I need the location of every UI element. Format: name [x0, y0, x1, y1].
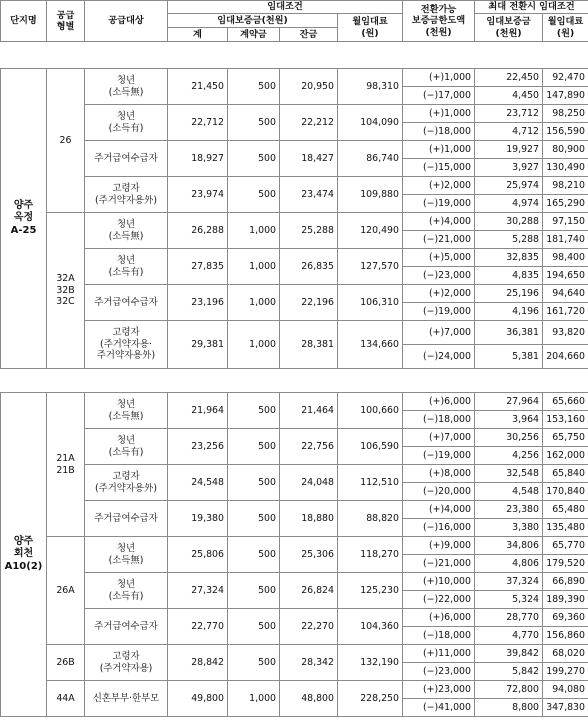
deposit-total: 27,835 — [168, 249, 228, 285]
supply-target: 청년 (소득有) — [85, 573, 168, 609]
deposit-total: 21,450 — [168, 69, 228, 105]
deposit-contract: 500 — [228, 69, 280, 105]
max-conv-deposit: 4,712 — [475, 123, 543, 141]
header-max-deposit: 임대보증금 (천원) — [475, 14, 543, 42]
supply-type: 26A — [47, 537, 85, 645]
conversion-limit: (+)1,000 — [403, 69, 475, 87]
max-conv-deposit: 5,324 — [475, 591, 543, 609]
conversion-limit: (−)19,000 — [403, 447, 475, 465]
complex-table — [0, 68, 588, 369]
max-conv-deposit: 5,288 — [475, 231, 543, 249]
deposit-total: 23,974 — [168, 177, 228, 213]
header-rent: 월임대료 (원) — [338, 14, 403, 42]
conversion-limit: (−)19,000 — [403, 195, 475, 213]
deposit-balance: 18,880 — [280, 501, 338, 537]
deposit-total: 27,324 — [168, 573, 228, 609]
table-row — [1, 177, 588, 195]
table-row — [1, 141, 588, 159]
conversion-limit: (−)18,000 — [403, 411, 475, 429]
table-row — [1, 681, 588, 699]
deposit-contract: 500 — [228, 393, 280, 429]
deposit-balance: 20,950 — [280, 69, 338, 105]
monthly-rent: 104,090 — [338, 105, 403, 141]
conversion-limit: (+)2,000 — [403, 177, 475, 195]
max-conv-rent: 194,650 — [543, 267, 588, 285]
deposit-total: 22,770 — [168, 609, 228, 645]
max-conv-deposit: 23,712 — [475, 105, 543, 123]
table-row — [1, 429, 588, 447]
monthly-rent: 88,820 — [338, 501, 403, 537]
supply-target: 청년 (소득無) — [85, 393, 168, 429]
deposit-contract: 1,000 — [228, 681, 280, 717]
supply-target: 청년 (소득有) — [85, 429, 168, 465]
supply-target: 고령자 (주거약자용外) — [85, 465, 168, 501]
max-conv-deposit: 4,196 — [475, 303, 543, 321]
deposit-total: 49,800 — [168, 681, 228, 717]
max-conv-rent: 181,740 — [543, 231, 588, 249]
conversion-limit: (+)6,000 — [403, 609, 475, 627]
max-conv-deposit: 28,770 — [475, 609, 543, 627]
max-conv-rent: 65,480 — [543, 501, 588, 519]
max-conv-rent: 98,250 — [543, 105, 588, 123]
conversion-limit: (+)9,000 — [403, 537, 475, 555]
table-row — [1, 537, 588, 555]
max-conv-deposit: 37,324 — [475, 573, 543, 591]
max-conv-rent: 97,150 — [543, 213, 588, 231]
deposit-balance: 28,381 — [280, 321, 338, 369]
max-conv-deposit: 5,842 — [475, 663, 543, 681]
supply-target: 청년 (소득有) — [85, 105, 168, 141]
max-conv-rent: 179,520 — [543, 555, 588, 573]
table-row — [1, 609, 588, 627]
max-conv-rent: 162,000 — [543, 447, 588, 465]
conversion-limit: (+)4,000 — [403, 501, 475, 519]
conversion-limit: (−)21,000 — [403, 555, 475, 573]
monthly-rent: 127,570 — [338, 249, 403, 285]
conversion-limit: (+)6,000 — [403, 393, 475, 411]
complex-name: 양주 옥정 A-25 — [1, 69, 47, 369]
monthly-rent: 98,310 — [338, 69, 403, 105]
conversion-limit: (−)23,000 — [403, 267, 475, 285]
deposit-total: 23,196 — [168, 285, 228, 321]
deposit-contract: 500 — [228, 645, 280, 681]
max-conv-rent: 156,590 — [543, 123, 588, 141]
header-balance: 잔금 — [280, 28, 338, 42]
deposit-contract: 500 — [228, 105, 280, 141]
header-max-rent: 월임대료 (원) — [543, 14, 588, 42]
supply-type: 26B — [47, 645, 85, 681]
conversion-limit: (−)16,000 — [403, 519, 475, 537]
monthly-rent: 112,510 — [338, 465, 403, 501]
table-row — [1, 249, 588, 267]
conversion-limit: (+)4,000 — [403, 213, 475, 231]
deposit-balance: 26,824 — [280, 573, 338, 609]
deposit-contract: 500 — [228, 429, 280, 465]
deposit-contract: 500 — [228, 609, 280, 645]
max-conv-deposit: 3,927 — [475, 159, 543, 177]
max-conv-rent: 66,890 — [543, 573, 588, 591]
deposit-balance: 21,464 — [280, 393, 338, 429]
monthly-rent: 120,490 — [338, 213, 403, 249]
max-conv-rent: 135,480 — [543, 519, 588, 537]
max-conv-rent: 94,080 — [543, 681, 588, 699]
max-conv-deposit: 36,381 — [475, 321, 543, 345]
conversion-limit: (−)18,000 — [403, 627, 475, 645]
table-row — [1, 321, 588, 345]
max-conv-rent: 92,470 — [543, 69, 588, 87]
complex-name: 양주 회천 A10(2) — [1, 393, 47, 717]
table-row — [1, 213, 588, 231]
max-conv-deposit: 39,842 — [475, 645, 543, 663]
max-conv-deposit: 30,288 — [475, 213, 543, 231]
max-conv-rent: 147,890 — [543, 87, 588, 105]
deposit-total: 23,256 — [168, 429, 228, 465]
deposit-total: 24,548 — [168, 465, 228, 501]
max-conv-deposit: 25,974 — [475, 177, 543, 195]
header-lease: 임대조건 — [168, 1, 403, 14]
max-conv-rent: 161,720 — [543, 303, 588, 321]
max-conv-deposit: 32,548 — [475, 465, 543, 483]
supply-target: 주거급여수급자 — [85, 609, 168, 645]
supply-target: 청년 (소득無) — [85, 213, 168, 249]
conversion-limit: (+)5,000 — [403, 249, 475, 267]
deposit-contract: 500 — [228, 465, 280, 501]
supply-target: 고령자 (주거약자용· 주거약자용外) — [85, 321, 168, 369]
max-conv-rent: 130,490 — [543, 159, 588, 177]
max-conv-rent: 94,640 — [543, 285, 588, 303]
conversion-limit: (+)2,000 — [403, 285, 475, 303]
max-conv-rent: 170,840 — [543, 483, 588, 501]
deposit-contract: 500 — [228, 573, 280, 609]
supply-target: 청년 (소득無) — [85, 537, 168, 573]
deposit-balance: 25,288 — [280, 213, 338, 249]
monthly-rent: 100,660 — [338, 393, 403, 429]
supply-type: 44A — [47, 681, 85, 717]
deposit-total: 18,927 — [168, 141, 228, 177]
complex-table — [0, 392, 588, 717]
conversion-limit: (−)41,000 — [403, 699, 475, 717]
conversion-limit: (+)23,000 — [403, 681, 475, 699]
max-conv-rent: 65,750 — [543, 429, 588, 447]
table-row — [1, 645, 588, 663]
conversion-limit: (+)11,000 — [403, 645, 475, 663]
max-conv-rent: 93,820 — [543, 321, 588, 345]
monthly-rent: 125,230 — [338, 573, 403, 609]
deposit-balance: 24,048 — [280, 465, 338, 501]
max-conv-deposit: 27,964 — [475, 393, 543, 411]
conversion-limit: (−)17,000 — [403, 87, 475, 105]
supply-target: 고령자 (주거약자용) — [85, 645, 168, 681]
max-conv-deposit: 25,196 — [475, 285, 543, 303]
monthly-rent: 109,880 — [338, 177, 403, 213]
monthly-rent: 118,270 — [338, 537, 403, 573]
max-conv-deposit: 3,964 — [475, 411, 543, 429]
deposit-balance: 28,342 — [280, 645, 338, 681]
deposit-balance: 26,835 — [280, 249, 338, 285]
max-conv-deposit: 22,450 — [475, 69, 543, 87]
max-conv-deposit: 23,380 — [475, 501, 543, 519]
monthly-rent: 106,310 — [338, 285, 403, 321]
max-conv-deposit: 8,800 — [475, 699, 543, 717]
deposit-contract: 500 — [228, 537, 280, 573]
conversion-limit: (−)19,000 — [403, 303, 475, 321]
max-conv-rent: 153,160 — [543, 411, 588, 429]
supply-target: 청년 (소득無) — [85, 69, 168, 105]
monthly-rent: 132,190 — [338, 645, 403, 681]
max-conv-rent: 98,400 — [543, 249, 588, 267]
deposit-balance: 22,270 — [280, 609, 338, 645]
max-conv-deposit: 72,800 — [475, 681, 543, 699]
deposit-contract: 500 — [228, 177, 280, 213]
deposit-balance: 25,306 — [280, 537, 338, 573]
max-conv-rent: 204,660 — [543, 345, 588, 369]
conversion-limit: (+)7,000 — [403, 429, 475, 447]
header-supply-type: 공급 형별 — [47, 1, 85, 42]
max-conv-deposit: 32,835 — [475, 249, 543, 267]
deposit-contract: 1,000 — [228, 249, 280, 285]
conversion-limit: (+)10,000 — [403, 573, 475, 591]
max-conv-rent: 165,290 — [543, 195, 588, 213]
deposit-balance: 23,474 — [280, 177, 338, 213]
max-conv-rent: 65,770 — [543, 537, 588, 555]
max-conv-deposit: 4,450 — [475, 87, 543, 105]
deposit-total: 22,712 — [168, 105, 228, 141]
header-deposit: 임대보증금(천원) — [168, 14, 338, 28]
supply-target: 청년 (소득有) — [85, 249, 168, 285]
deposit-contract: 1,000 — [228, 285, 280, 321]
header-max-conv: 최대 전환시 임대조건 — [475, 1, 588, 14]
deposit-balance: 22,756 — [280, 429, 338, 465]
deposit-contract: 500 — [228, 141, 280, 177]
deposit-total: 19,380 — [168, 501, 228, 537]
max-conv-rent: 189,390 — [543, 591, 588, 609]
conversion-limit: (−)24,000 — [403, 345, 475, 369]
monthly-rent: 106,590 — [338, 429, 403, 465]
deposit-total: 25,806 — [168, 537, 228, 573]
header-total: 계 — [168, 28, 228, 42]
deposit-total: 29,381 — [168, 321, 228, 369]
table-row — [1, 393, 588, 411]
max-conv-deposit: 30,256 — [475, 429, 543, 447]
deposit-balance: 18,427 — [280, 141, 338, 177]
max-conv-rent: 80,900 — [543, 141, 588, 159]
max-conv-deposit: 4,548 — [475, 483, 543, 501]
supply-target: 고령자 (주거약자용外) — [85, 177, 168, 213]
max-conv-deposit: 4,770 — [475, 627, 543, 645]
conversion-limit: (−)18,000 — [403, 123, 475, 141]
table-row — [1, 465, 588, 483]
max-conv-rent: 65,840 — [543, 465, 588, 483]
deposit-total: 26,288 — [168, 213, 228, 249]
deposit-contract: 1,000 — [228, 213, 280, 249]
max-conv-rent: 69,360 — [543, 609, 588, 627]
max-conv-deposit: 4,974 — [475, 195, 543, 213]
deposit-balance: 48,800 — [280, 681, 338, 717]
supply-target: 주거급여수급자 — [85, 501, 168, 537]
max-conv-deposit: 19,927 — [475, 141, 543, 159]
supply-target: 신혼부부·한부모 — [85, 681, 168, 717]
conversion-limit: (−)15,000 — [403, 159, 475, 177]
conversion-limit: (−)22,000 — [403, 591, 475, 609]
supply-target: 주거급여수급자 — [85, 285, 168, 321]
supply-type: 21A 21B — [47, 393, 85, 537]
supply-type: 32A 32B 32C — [47, 213, 85, 369]
max-conv-deposit: 34,806 — [475, 537, 543, 555]
header-contract: 계약금 — [228, 28, 280, 42]
table-row — [1, 105, 588, 123]
max-conv-rent: 199,270 — [543, 663, 588, 681]
deposit-contract: 1,000 — [228, 321, 280, 369]
max-conv-deposit: 4,256 — [475, 447, 543, 465]
monthly-rent: 104,360 — [338, 609, 403, 645]
max-conv-rent: 156,860 — [543, 627, 588, 645]
deposit-contract: 500 — [228, 501, 280, 537]
table-row — [1, 501, 588, 519]
max-conv-deposit: 3,380 — [475, 519, 543, 537]
header-complex: 단지명 — [1, 1, 47, 42]
monthly-rent: 228,250 — [338, 681, 403, 717]
max-conv-rent: 98,210 — [543, 177, 588, 195]
max-conv-deposit: 5,381 — [475, 345, 543, 369]
header-conv-limit: 전환가능 보증금한도액 (천원) — [403, 1, 475, 42]
supply-target: 주거급여수급자 — [85, 141, 168, 177]
max-conv-rent: 347,830 — [543, 699, 588, 717]
monthly-rent: 134,660 — [338, 321, 403, 369]
table-row — [1, 285, 588, 303]
table-row — [1, 573, 588, 591]
table-row — [1, 69, 588, 87]
conversion-limit: (−)21,000 — [403, 231, 475, 249]
max-conv-rent: 65,660 — [543, 393, 588, 411]
supply-type: 26 — [47, 69, 85, 213]
deposit-total: 21,964 — [168, 393, 228, 429]
max-conv-deposit: 4,835 — [475, 267, 543, 285]
conversion-limit: (+)1,000 — [403, 105, 475, 123]
max-conv-rent: 68,020 — [543, 645, 588, 663]
conversion-limit: (−)23,000 — [403, 663, 475, 681]
max-conv-deposit: 4,806 — [475, 555, 543, 573]
conversion-limit: (+)1,000 — [403, 141, 475, 159]
deposit-balance: 22,196 — [280, 285, 338, 321]
deposit-total: 28,842 — [168, 645, 228, 681]
conversion-limit: (−)20,000 — [403, 483, 475, 501]
header-target: 공급대상 — [85, 1, 168, 42]
conversion-limit: (+)8,000 — [403, 465, 475, 483]
table-header — [0, 0, 588, 42]
deposit-balance: 22,212 — [280, 105, 338, 141]
monthly-rent: 86,740 — [338, 141, 403, 177]
conversion-limit: (+)7,000 — [403, 321, 475, 345]
